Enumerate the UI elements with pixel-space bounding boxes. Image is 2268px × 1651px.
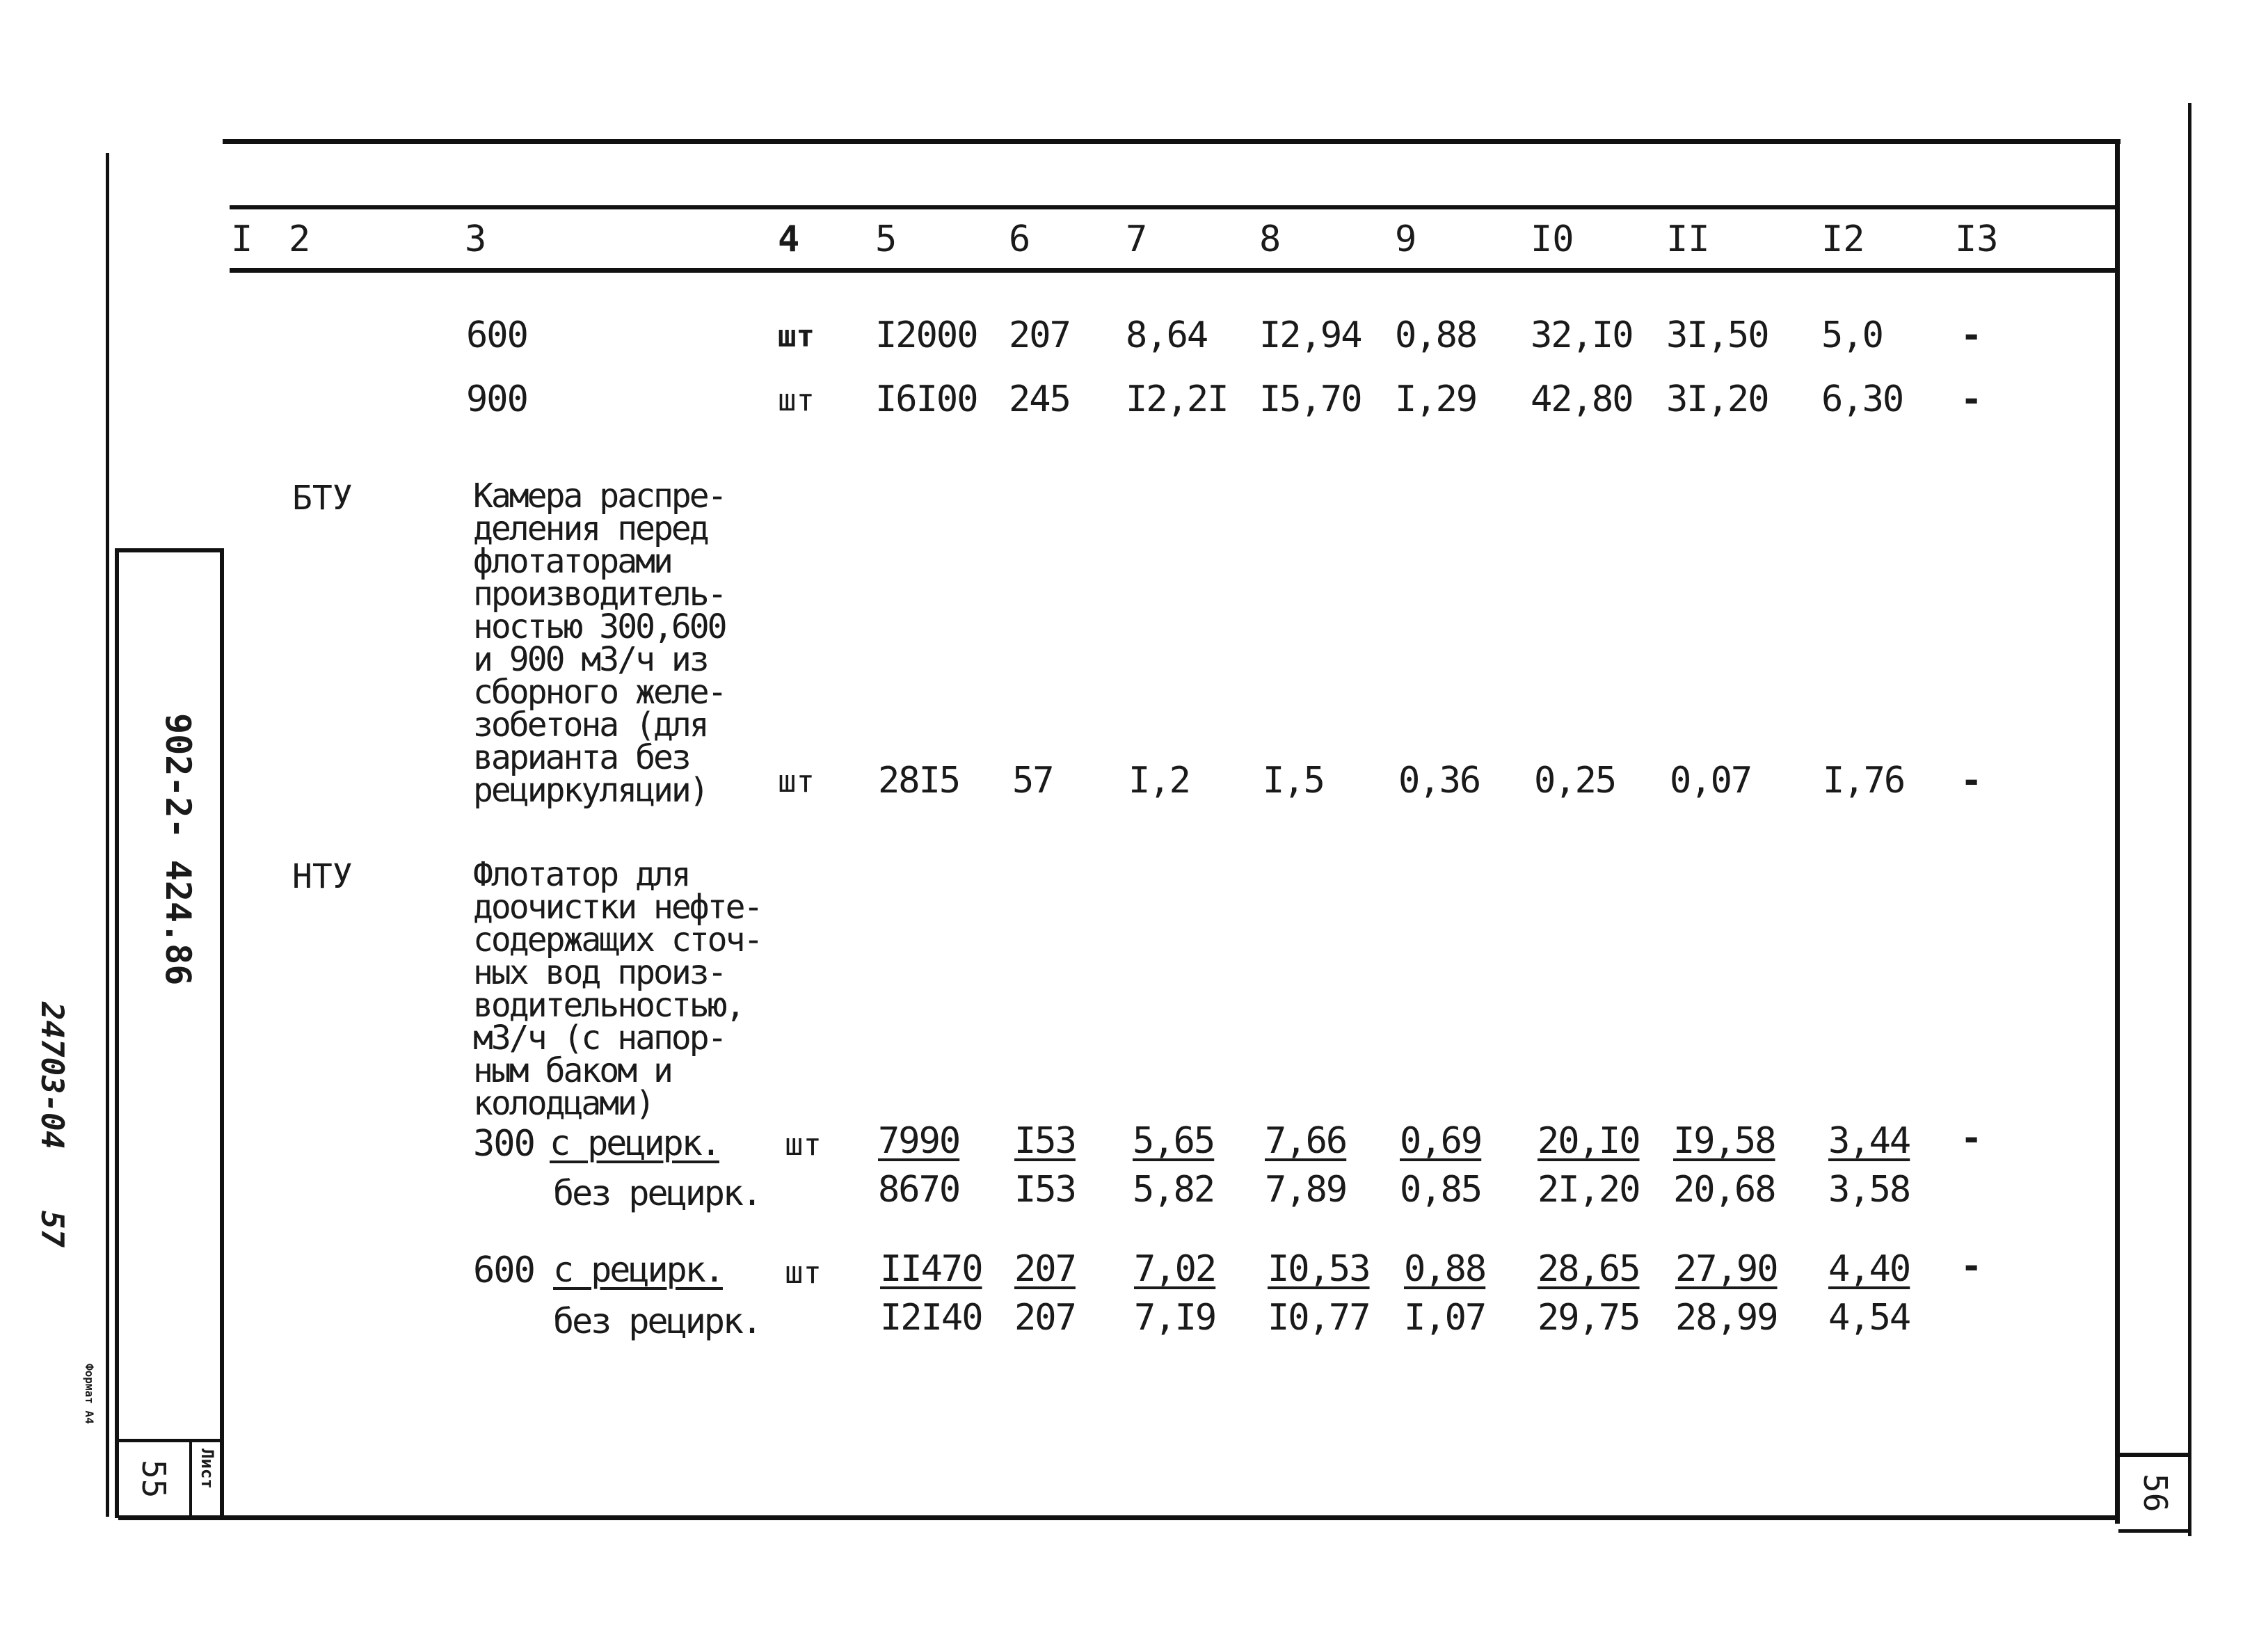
cell-c11: 27,90 — [1675, 1248, 1778, 1290]
cell-c9: 0,69 — [1400, 1120, 1482, 1162]
cell-c10: 42,80 — [1531, 378, 1633, 420]
cell-c8: I2,94 — [1259, 314, 1361, 356]
col-header-6: 6 — [1009, 218, 1031, 260]
cell-c10: 2I,20 — [1538, 1169, 1640, 1211]
stamp-sheet-label: Лист — [198, 1449, 217, 1489]
cell-unit: шт — [778, 764, 815, 799]
cell-c13: - — [1960, 760, 1983, 801]
cell-c9: 0,88 — [1404, 1248, 1486, 1290]
cell-c12: 4,40 — [1828, 1248, 1910, 1290]
cell-c5: 8670 — [878, 1169, 960, 1211]
col-header-7: 7 — [1126, 218, 1148, 260]
stamp-sheet-number: 55 — [135, 1460, 173, 1499]
cell-c6: I53 — [1014, 1169, 1076, 1211]
cell-unit: шт — [785, 1127, 822, 1163]
with-recirc-label: с рецирк. — [550, 1123, 719, 1163]
cell-c8: 7,89 — [1265, 1169, 1347, 1211]
cell-c10: 29,75 — [1538, 1297, 1640, 1339]
cell-c11: 0,07 — [1670, 760, 1752, 801]
cell-c9: I,07 — [1404, 1297, 1486, 1339]
right-outer-line — [2188, 103, 2191, 1536]
cell-c3: 600 — [466, 314, 527, 356]
cell-c6: 57 — [1012, 760, 1053, 801]
cell-c7: 8,64 — [1126, 314, 1208, 356]
cell-c8: I0,53 — [1268, 1248, 1370, 1290]
nty-description: Флотатор для доочистки нефте- содержащих сточ- ных вод произ- водительностью, м3/ч (с напор- ным баком и колодцами) — [473, 855, 762, 1123]
cell-c11: I9,58 — [1673, 1120, 1775, 1162]
nty-capacity: 300 — [473, 1123, 534, 1165]
cell-c10: 28,65 — [1538, 1248, 1640, 1290]
col-header-1: I — [231, 218, 253, 260]
cell-c11: 28,99 — [1675, 1297, 1778, 1339]
col-header-4: 4 — [778, 218, 800, 260]
cell-c11: 3I,50 — [1666, 314, 1768, 356]
stamp-box-top — [115, 548, 224, 552]
col-header-2: 2 — [289, 218, 311, 260]
cell-c5: 7990 — [878, 1120, 960, 1162]
cell-c10: 0,25 — [1534, 760, 1616, 801]
cell-c13: - — [1960, 1117, 1983, 1159]
cell-c5: I2I40 — [880, 1297, 982, 1339]
cell-c7: I,2 — [1128, 760, 1190, 801]
with-recirc-label: с рецирк. — [553, 1250, 723, 1290]
cell-c12: 6,30 — [1821, 378, 1903, 420]
pagenum-box-top — [2118, 1453, 2191, 1457]
cell-c9: I,29 — [1395, 378, 1477, 420]
left-margin-line — [106, 153, 109, 1517]
stamp-box-right — [220, 548, 224, 1518]
cell-c11: 3I,20 — [1666, 378, 1768, 420]
cell-c13: - — [1960, 378, 1983, 420]
cell-c12: 3,44 — [1828, 1120, 1910, 1162]
cell-c12: 5,0 — [1821, 314, 1883, 356]
album-sheet: 57 — [34, 1211, 70, 1247]
cell-c8: I0,77 — [1268, 1297, 1370, 1339]
col-header-9: 9 — [1395, 218, 1417, 260]
cell-c10: 20,I0 — [1538, 1120, 1640, 1162]
page-number-right: 56 — [2137, 1474, 2174, 1513]
cell-unit: шт — [778, 319, 815, 354]
without-recirc-label: без рецирк. — [553, 1173, 761, 1213]
cell-c12: 4,54 — [1828, 1297, 1910, 1339]
cell-c12: I,76 — [1823, 760, 1905, 801]
cell-c8: I5,70 — [1259, 378, 1361, 420]
header-bottom-rule — [230, 268, 2116, 273]
cell-c5: I2000 — [875, 314, 977, 356]
album-code: 24703-04 — [34, 1002, 70, 1149]
cell-c13: - — [1960, 1245, 1983, 1287]
cell-c10: 32,I0 — [1531, 314, 1633, 356]
col-header-12: I2 — [1821, 218, 1865, 260]
col-header-5: 5 — [875, 218, 897, 260]
cell-c11: 20,68 — [1673, 1169, 1775, 1211]
cell-c9: 0,88 — [1395, 314, 1477, 356]
cell-c8: I,5 — [1263, 760, 1324, 801]
col-header-11: II — [1666, 218, 1710, 260]
bty-description: Камера распре- деления перед флотаторами производитель- ностью 300,600 и 900 м3/ч из сборного желе- зобетона (для варианта без рециркуляции) — [473, 477, 726, 810]
bty-code: БТУ — [292, 479, 353, 518]
cell-c13: - — [1960, 314, 1983, 356]
cell-c7: 7,02 — [1134, 1248, 1216, 1290]
cell-c7: 7,I9 — [1134, 1297, 1216, 1339]
cell-c5: I6I00 — [875, 378, 977, 420]
col-header-8: 8 — [1259, 218, 1281, 260]
col-header-13: I3 — [1955, 218, 1999, 260]
col-header-10: I0 — [1531, 218, 1574, 260]
cell-c9: 0,85 — [1400, 1169, 1482, 1211]
cell-c6: 207 — [1009, 314, 1070, 356]
cell-c12: 3,58 — [1828, 1169, 1910, 1211]
cell-c7: I2,2I — [1126, 378, 1228, 420]
cell-c5: 28I5 — [878, 760, 960, 801]
stamp-sheet-vdivider — [189, 1439, 192, 1517]
cell-c6: I53 — [1014, 1120, 1076, 1162]
col-header-3: 3 — [465, 218, 487, 260]
cell-c5: II470 — [880, 1248, 982, 1290]
cell-c7: 5,82 — [1133, 1169, 1215, 1211]
cell-c6: 207 — [1014, 1297, 1076, 1339]
cell-c9: 0,36 — [1398, 760, 1480, 801]
frame-bottom-line — [118, 1515, 2118, 1520]
pagenum-box-bottom — [2118, 1529, 2191, 1533]
stamp-box-left — [115, 548, 119, 1518]
frame-right-line — [2115, 139, 2120, 1524]
cell-unit: шт — [785, 1255, 822, 1291]
cell-c6: 207 — [1014, 1248, 1076, 1290]
nty-code: НТУ — [292, 857, 353, 896]
cell-unit: шт — [778, 383, 815, 418]
cell-c6: 245 — [1009, 378, 1070, 420]
format-label: Формат А4 — [83, 1364, 96, 1424]
frame-top-line — [223, 139, 2121, 144]
cell-c3: 900 — [466, 378, 527, 420]
stamp-doc-code: 902-2- 424.86 — [158, 713, 198, 986]
nty-capacity: 600 — [473, 1250, 534, 1291]
stamp-sheet-divider — [117, 1439, 223, 1442]
without-recirc-label: без рецирк. — [553, 1301, 761, 1341]
header-top-rule — [230, 205, 2116, 209]
cell-c8: 7,66 — [1265, 1120, 1347, 1162]
cell-c7: 5,65 — [1133, 1120, 1215, 1162]
